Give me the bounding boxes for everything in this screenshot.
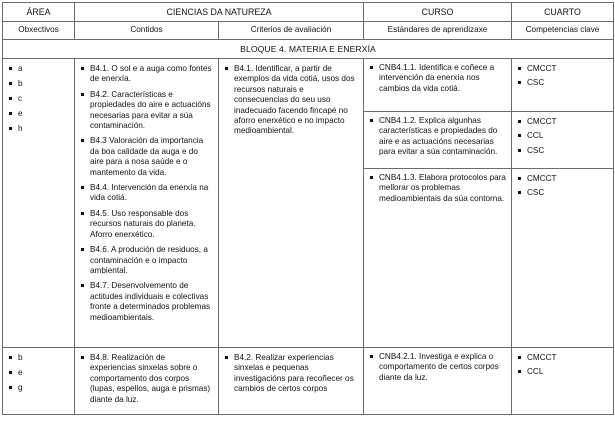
contents-cell	[75, 59, 219, 348]
objective-item: h	[8, 124, 74, 134]
standard-item: CNB4.1.3. Elabora protocolos para mellorar os problemas medioambientais da súa contorna.	[369, 173, 506, 204]
content-item: B4.7. Desenvolvemento de actitudes individuais e colectivas fronte a determinados problemas medioambientais.	[80, 281, 212, 323]
content-item: B4.8. Realización de experiencias sinxelas sobre o comportamento dos corpos (lupas, espellos, auga e prismas) diante da luz.	[80, 353, 212, 405]
competence-cell	[512, 169, 614, 348]
objective-item: b	[8, 79, 74, 89]
competence-item: CSC	[517, 146, 613, 156]
objectives-cell	[3, 348, 75, 415]
competence-cell	[512, 348, 614, 415]
content-item: B4.4. Intervención da enerxía na vida cotiá.	[80, 183, 212, 204]
header-row	[3, 3, 614, 22]
standard-cell	[364, 348, 512, 415]
standard-cell	[364, 169, 512, 348]
table-row	[3, 348, 614, 415]
competence-item: CCL	[517, 131, 613, 141]
competence-item: CMCCT	[517, 174, 613, 184]
column-standards: Estándares de aprendizaxe	[364, 22, 512, 40]
content-item: B4.5. Uso responsable dos recursos naturais do planeta. Aforro enerxético.	[80, 209, 212, 240]
objective-item: e	[8, 109, 74, 119]
content-item: B4.6. A produción de residuos, a contaminación e o impacto ambiental.	[80, 245, 212, 276]
standard-item: CNB4.2.1. Investiga e explica o comportamento de certos corpos diante da luz.	[369, 352, 506, 383]
standard-cell	[364, 112, 512, 169]
column-contents: Contidos	[75, 22, 219, 40]
objective-item: b	[8, 353, 74, 363]
table-row	[3, 59, 614, 112]
objective-item: e	[8, 368, 74, 378]
column-objectives: Obxectivos	[3, 22, 75, 40]
standard-item: CNB4.1.1. Identifica e coñece a intervención da enerxía nos cambios da vida cotiá.	[369, 63, 506, 94]
area-label: ÁREA	[3, 3, 75, 22]
competence-cell	[512, 59, 614, 112]
competence-item: CSC	[517, 188, 613, 198]
curriculum-table	[2, 2, 614, 415]
contents-cell	[75, 348, 219, 415]
block-title: BLOQUE 4. MATERIA E ENERXÍA	[3, 40, 614, 59]
column-competences: Competencias clave	[512, 22, 614, 40]
standard-cell	[364, 59, 512, 112]
criterion-item: B4.2. Realizar experiencias sinxelas e pequenas investigacións para recoñecer os cambios de certos corpos	[224, 353, 358, 395]
competence-item: CCL	[517, 367, 613, 377]
curso-value: CUARTO	[512, 3, 614, 22]
content-item: B4.2. Características e propiedades do aire e actuacións necesarias para evitar a súa contaminación.	[80, 90, 212, 132]
objective-item: a	[8, 64, 74, 74]
curso-label: CURSO	[364, 3, 512, 22]
competence-item: CSC	[517, 78, 613, 88]
standard-item: CNB4.1.2. Explica algunhas características e propiedades do aire e as actuacións necesarias para evitar a súa contaminación.	[369, 116, 506, 158]
objective-item: g	[8, 383, 74, 393]
competence-cell	[512, 112, 614, 169]
criteria-cell	[219, 348, 364, 415]
objectives-cell	[3, 59, 75, 348]
block-row	[3, 40, 614, 59]
competence-item: CMCCT	[517, 353, 613, 363]
content-item: B4.1. O sol e a auga como fontes de enerxía.	[80, 64, 212, 85]
subheader-row	[3, 22, 614, 40]
competence-item: CMCCT	[517, 64, 613, 74]
objective-item: c	[8, 94, 74, 104]
competence-item: CMCCT	[517, 117, 613, 127]
criteria-cell	[219, 59, 364, 348]
content-item: B4.3 Valoración da importancia da boa calidade da auga e do aire para a nosa saúde e o mantemento da vida.	[80, 136, 212, 178]
column-criteria: Criterios de avaliación	[219, 22, 364, 40]
criterion-item: B4.1. Identificar, a partir de exemplos da vida cotiá, usos dos recursos naturais e consecuencias do seu uso inadecuado facendo fincapé no aforro enerxético e no impacto medioambiental.	[224, 64, 358, 137]
subject-title: CIENCIAS DA NATUREZA	[75, 3, 364, 22]
